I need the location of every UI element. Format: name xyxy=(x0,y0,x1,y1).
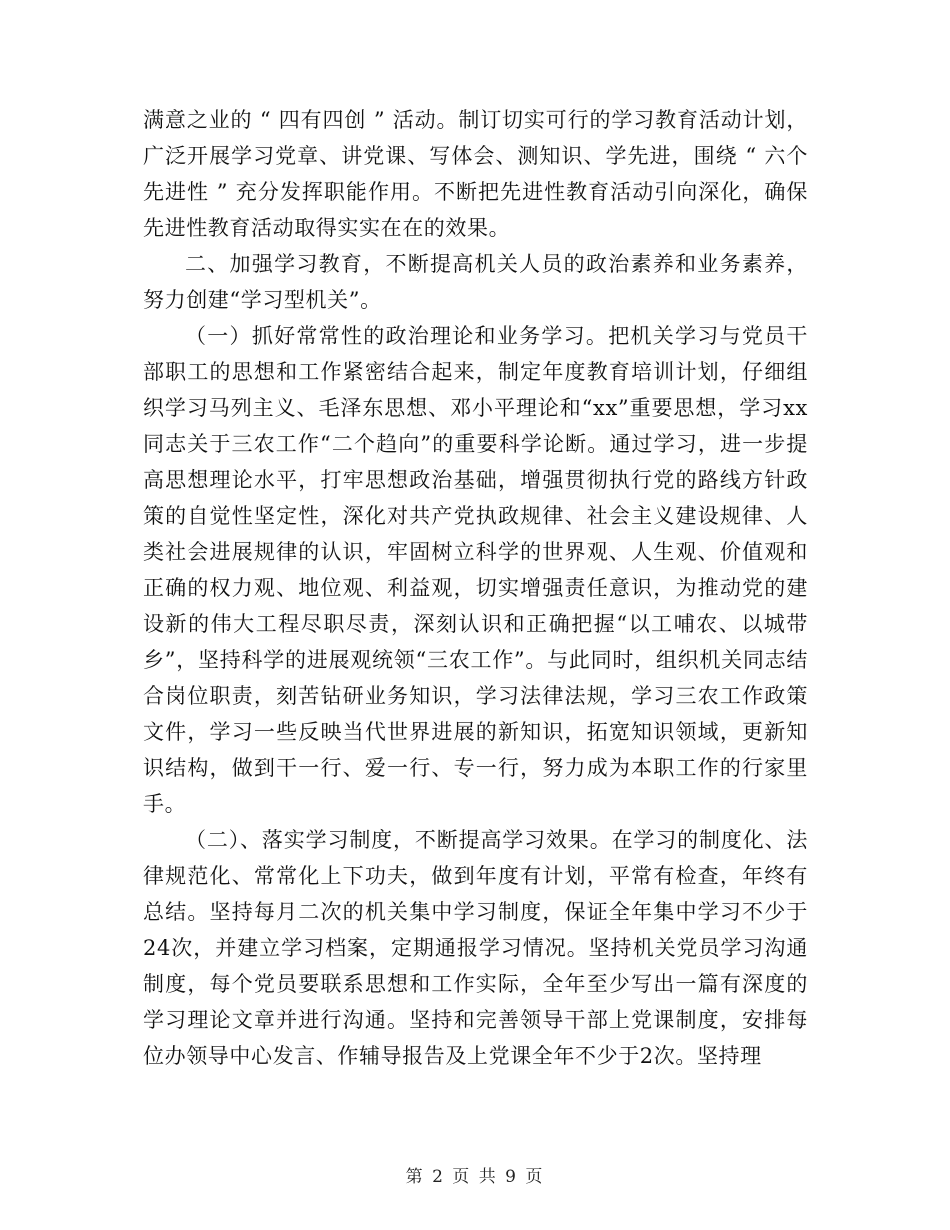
paragraph-study-system: （二）、落实学习制度，不断提高学习效果。在学习的制度化、法律规范化、常常化上下功夫，做到年度有计划，平常有检查，年终有总结。坚持每月二次的机关集中学习制度，保证全年集中学习不少于24次，并建立学习档案，定期通报学习情况。坚持机关党员学习沟通制度，每个党员要联系思想和工作实际，全年至少写出一篇有深度的学习理论文章并进行沟通。坚持和完善领导干部上党课制度，安排每位办领导中心发言、作辅导报告及上党课全年不少于2次。坚持理 xyxy=(143,828,808,1068)
section-heading-paragraph: 二、加强学习教育，不断提高机关人员的政治素养和业务素养，努力创建“学习型机关”。 xyxy=(143,252,808,312)
document-body xyxy=(143,102,808,1074)
paragraph-continuation: 满意之业的 “ 四有四创 ” 活动。制订切实可行的学习教育活动计划，广泛开展学习党章、讲党课、写体会、测知识、学先进，围绕 “ 六个先进性 ” 充分发挥职能作用。不断把先进性教育活动引向深化，确保先进性教育活动取得实实在在的效果。 xyxy=(143,108,808,240)
paragraph-political-study: （一）抓好常常性的政治理论和业务学习。把机关学习与党员干部职工的思想和工作紧密结合起来，制定年度教育培训计划，仔细组织学习马列主义、毛泽东思想、邓小平理论和“xx”重要思想，学习xx同志关于三农工作“二个趋向”的重要科学论断。通过学习，进一步提高思想理论水平，打牢思想政治基础，增强贯彻执行党的路线方针政策的自觉性坚定性，深化对共产党执政规律、社会主义建设规律、人类社会进展规律的认识，牢固树立科学的世界观、人生观、价值观和正确的权力观、地位观、利益观，切实增强责任意识，为推动党的建设新的伟大工程尽职尽责，深刻认识和正确把握“以工哺农、以城带乡”，坚持科学的进展观统领“三农工作”。与此同时，组织机关同志结合岗位职责，刻苦钻研业务知识，学习法律法规，学习三农工作政策文件，学习一些反映当代世界进展的新知识，拓宽知识领域，更新知识结构，做到干一行、爱一行、专一行，努力成为本职工作的行家里手。 xyxy=(143,324,808,816)
page-number-footer: 第 2 页 共 9 页 xyxy=(405,1167,545,1187)
